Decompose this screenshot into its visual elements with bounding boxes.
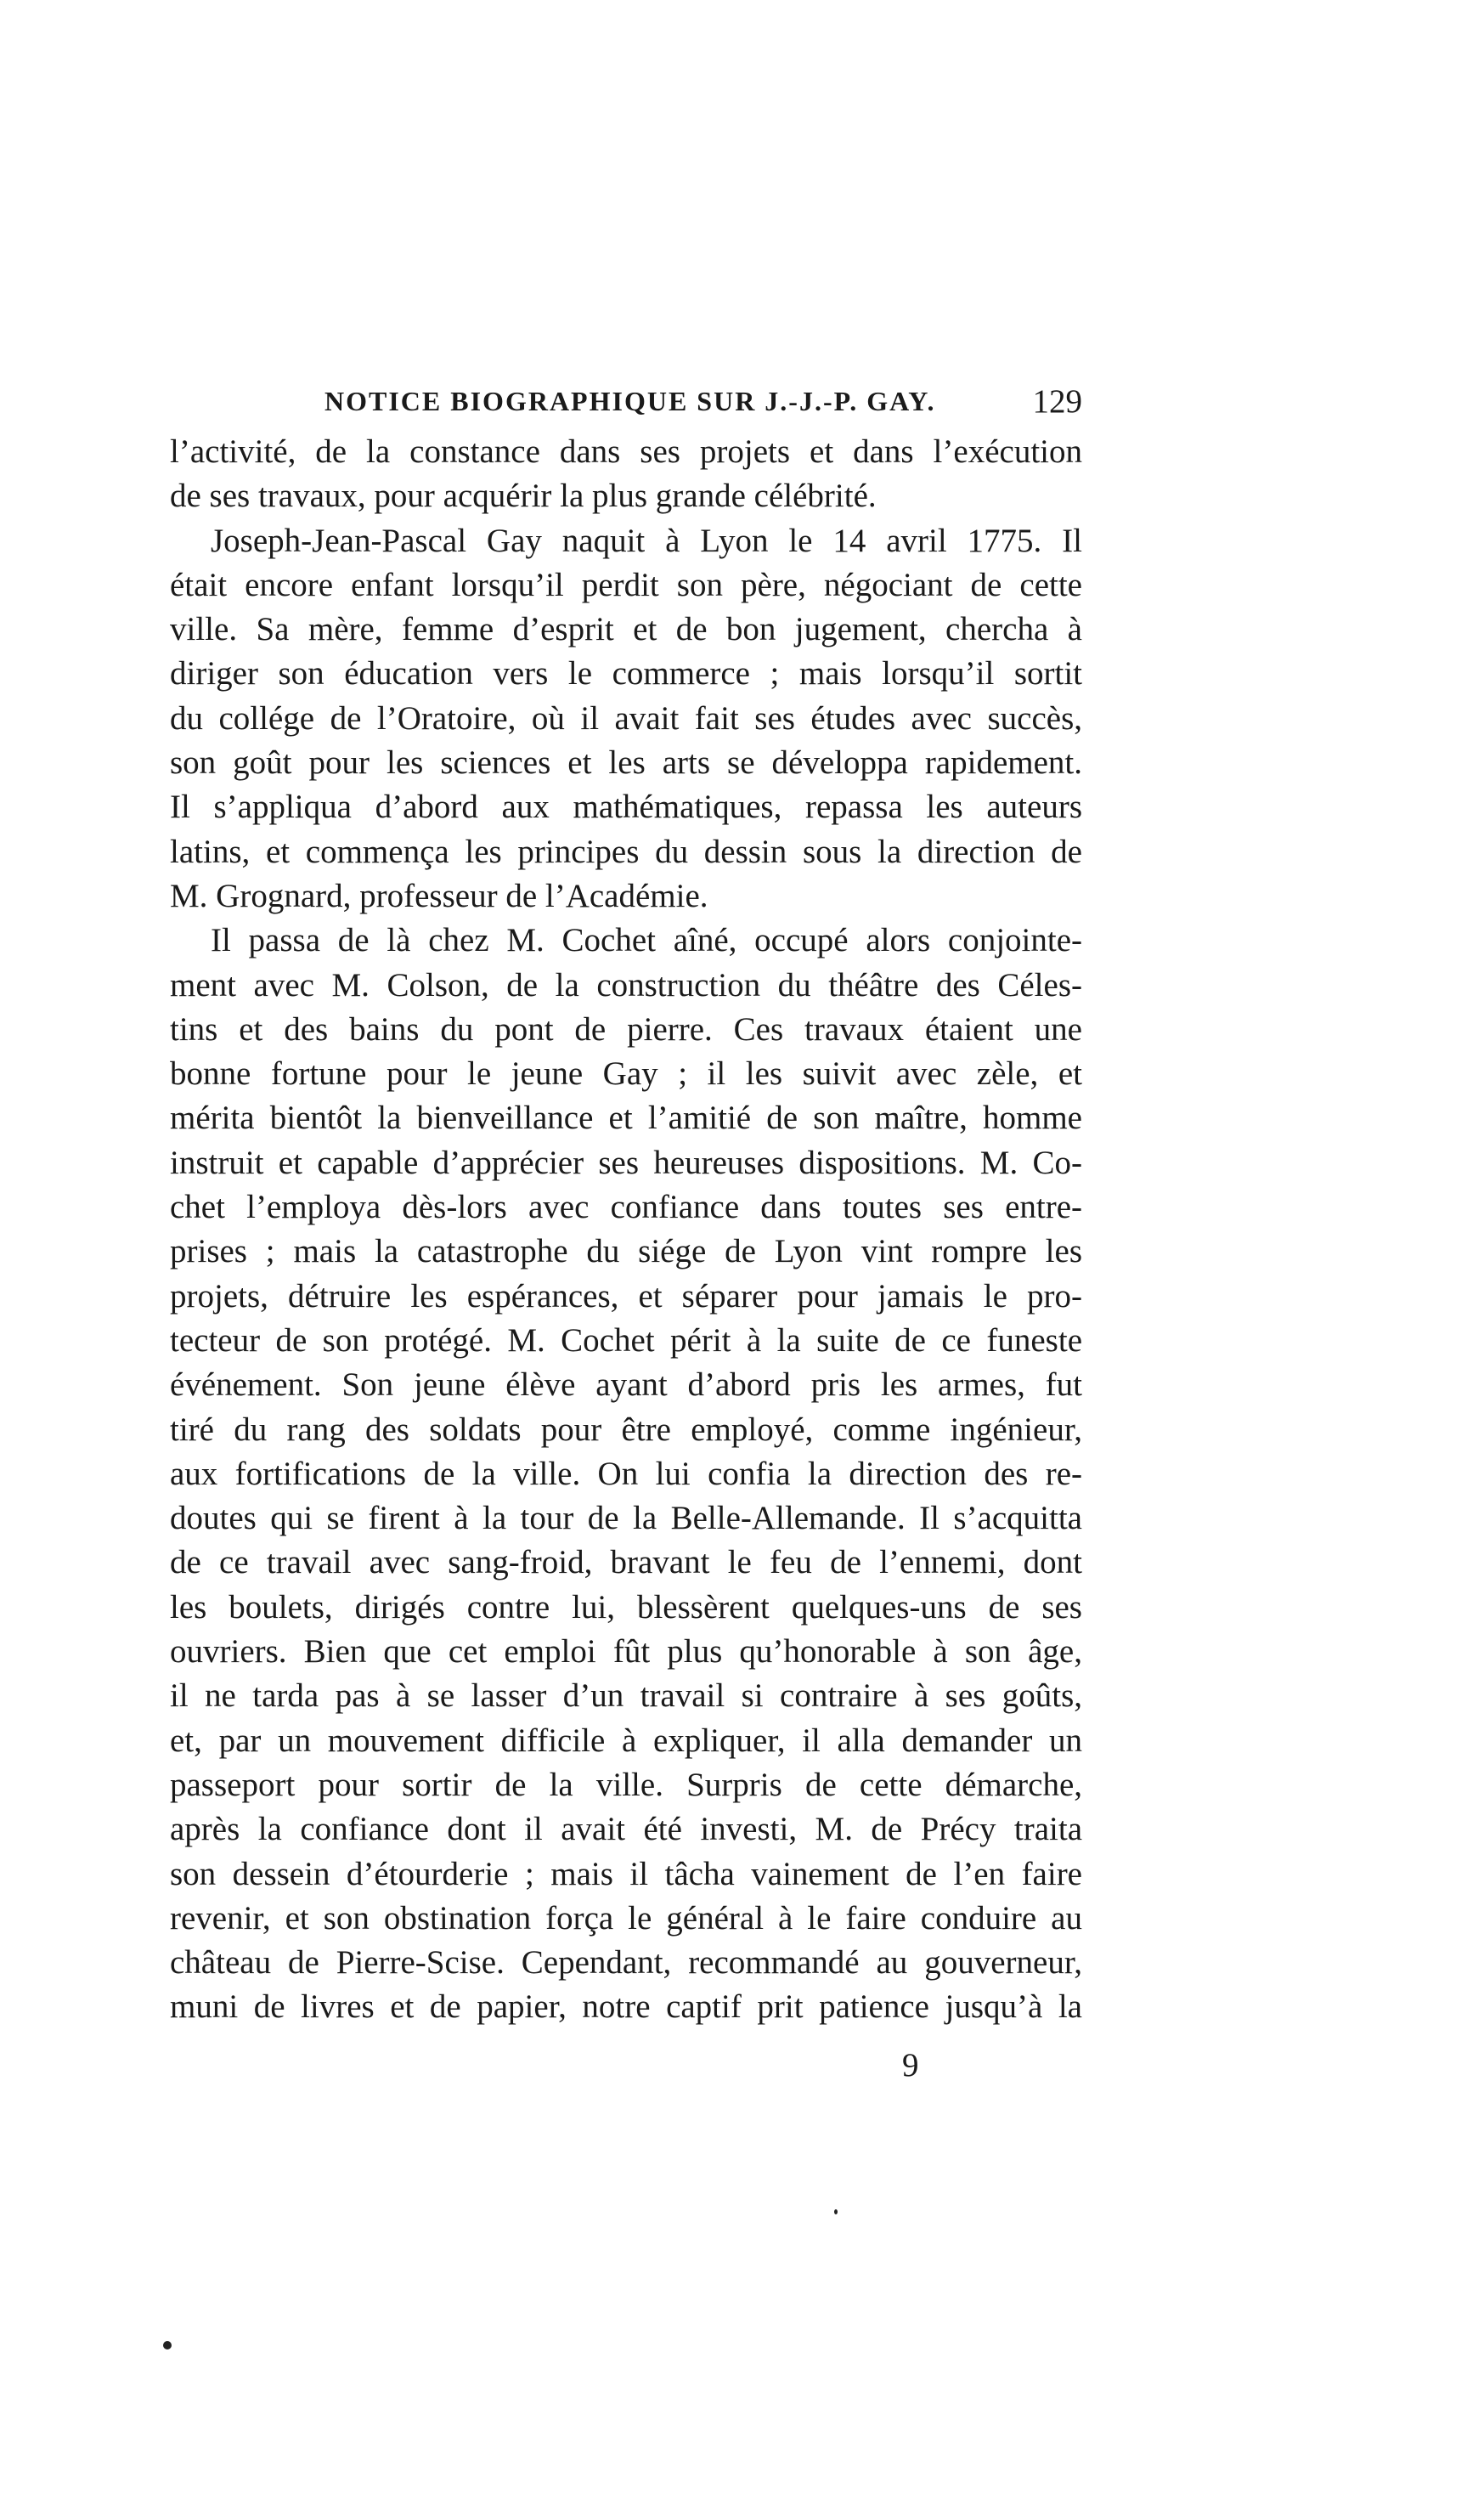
text-line: l’activité, de la constance dans ses projets et dans l’exécution <box>170 433 1082 470</box>
text-line: revenir, et son obstination força le général à le faire conduire au <box>170 1899 1082 1937</box>
text-line: son goût pour les sciences et les arts se développa rapidement. <box>170 744 1082 782</box>
text-line: bonne fortune pour le jeune Gay ; il les suivit avec zèle, et <box>170 1055 1082 1093</box>
text-line: et, par un mouvement difficile à expliquer, il alla demander un <box>170 1722 1082 1759</box>
text-line: Il s’appliqua d’abord aux mathématiques, repassa les auteurs <box>170 789 1082 826</box>
text-line: événement. Son jeune élève ayant d’abord pris les armes, fut <box>170 1366 1082 1404</box>
text-line: aux fortifications de la ville. On lui confia la direction des re- <box>170 1455 1082 1492</box>
text-line: instruit et capable d’apprécier ses heureuses dispositions. M. Co- <box>170 1144 1082 1181</box>
running-head: NOTICE BIOGRAPHIQUE SUR J.-J.-P. GAY. <box>324 386 936 416</box>
text-line: latins, et commença les principes du dessin sous la direction de <box>170 833 1082 870</box>
text-line: ville. Sa mère, femme d’esprit et de bon jugement, chercha à <box>170 611 1082 648</box>
text-line: muni de livres et de papier, notre captif prit patience jusqu’à la <box>170 1988 1082 2026</box>
text-line: du collége de l’Oratoire, où il avait fait ses études avec succès, <box>170 699 1082 737</box>
text-line: Joseph-Jean-Pascal Gay naquit à Lyon le 14 avril 1775. Il <box>211 522 1082 559</box>
text-line: son dessein d’étourderie ; mais il tâcha vainement de l’en faire <box>170 1855 1082 1892</box>
text-line: M. Grognard, professeur de l’Académie. <box>170 877 708 914</box>
text-line: était encore enfant lorsqu’il perdit son père, négociant de cette <box>170 566 1082 603</box>
text-line: ment avec M. Colson, de la construction du théâtre des Céles- <box>170 966 1082 1004</box>
text-line: château de Pierre-Scise. Cependant, recommandé au gouverneur, <box>170 1944 1082 1982</box>
text-line: tiré du rang des soldats pour être employé, comme ingénieur, <box>170 1411 1082 1448</box>
text-line: passeport pour sortir de la ville. Surpris de cette démarche, <box>170 1766 1082 1803</box>
text-line: diriger son éducation vers le commerce ; mais lorsqu’il sortit <box>170 655 1082 693</box>
text-line: les boulets, dirigés contre lui, blessèrent quelques-uns de ses <box>170 1588 1082 1626</box>
text-line: tecteur de son protégé. M. Cochet périt à la suite de ce funeste <box>170 1321 1082 1359</box>
text-line: prises ; mais la catastrophe du siége de Lyon vint rompre les <box>170 1233 1082 1270</box>
page-header <box>324 382 1082 433</box>
ink-speck <box>163 2341 172 2349</box>
text-line: de ses travaux, pour acquérir la plus grande célébrité. <box>170 478 877 515</box>
text-line: projets, détruire les espérances, et séparer pour jamais le pro- <box>170 1277 1082 1315</box>
signature-mark: 9 <box>902 2047 919 2084</box>
text-line: mérita bientôt la bienveillance et l’amitié de son maître, homme <box>170 1100 1082 1137</box>
text-line: tins et des bains du pont de pierre. Ces travaux étaient une <box>170 1010 1082 1048</box>
text-line: il ne tarda pas à se lasser d’un travail si contraire à ses goûts, <box>170 1677 1082 1715</box>
page-number: 129 <box>1032 383 1082 420</box>
text-line: de ce travail avec sang-froid, bravant le feu de l’ennemi, dont <box>170 1544 1082 1581</box>
text-line: Il passa de là chez M. Cochet aîné, occupé alors conjointe- <box>211 922 1082 959</box>
text-line: chet l’employa dès-lors avec confiance dans toutes ses entre- <box>170 1189 1082 1226</box>
text-line: ouvriers. Bien que cet emploi fût plus qu’honorable à son âge, <box>170 1633 1082 1671</box>
body-text <box>170 430 1082 2030</box>
text-line: doutes qui se firent à la tour de la Belle-Allemande. Il s’acquitta <box>170 1500 1082 1537</box>
text-line: après la confiance dont il avait été investi, M. de Précy traita <box>170 1811 1082 1848</box>
ink-speck <box>834 2209 838 2214</box>
